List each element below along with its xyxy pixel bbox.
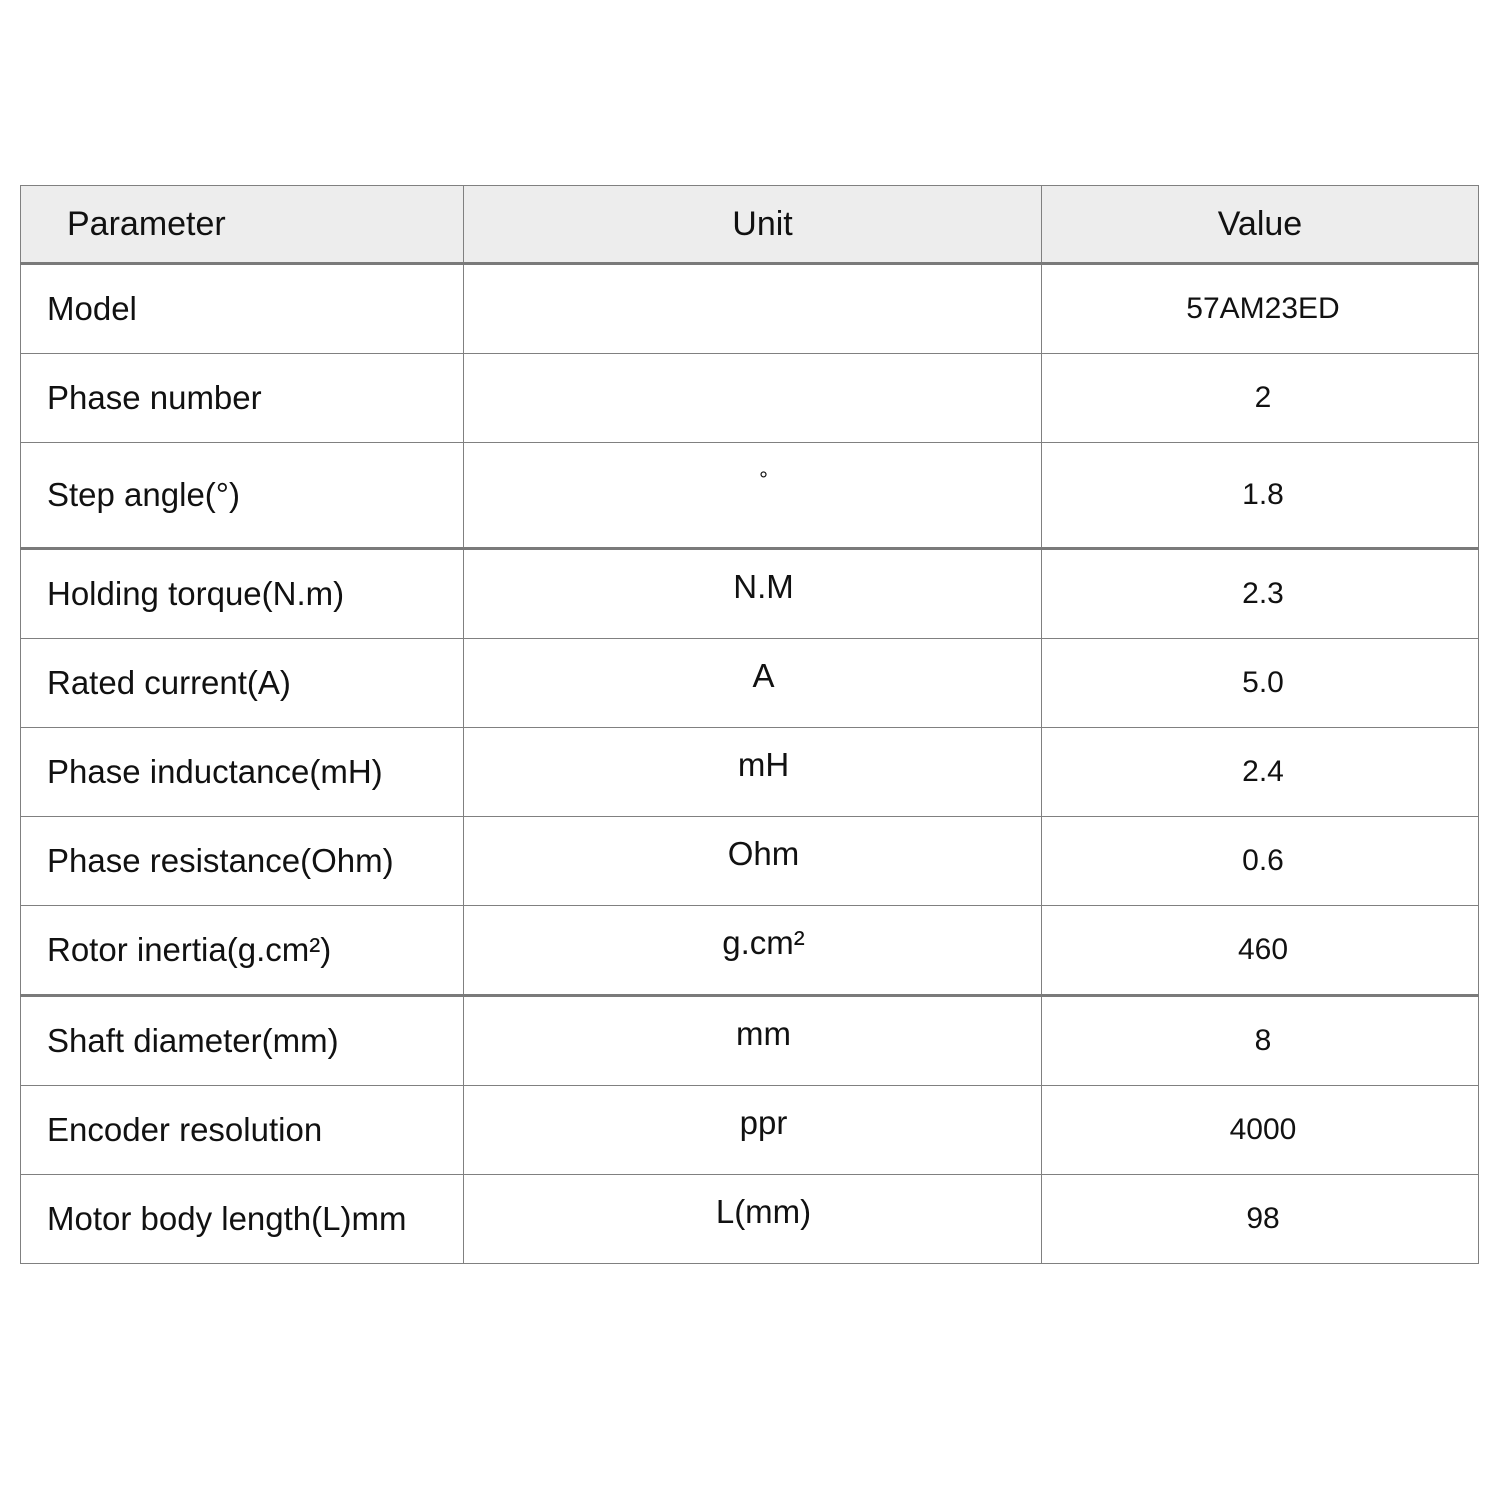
table-row-phase-resistance bbox=[21, 817, 1479, 906]
param-cell: Rated current(A) bbox=[21, 639, 464, 728]
param-cell: Encoder resolution bbox=[21, 1086, 464, 1175]
table-row-step-angle bbox=[21, 443, 1479, 549]
value-cell: 2.4 bbox=[1042, 728, 1479, 817]
param-cell: Shaft diameter(mm) bbox=[21, 996, 464, 1086]
table-row-rotor-inertia bbox=[21, 906, 1479, 996]
header-row bbox=[21, 186, 1479, 264]
value-cell: 57AM23ED bbox=[1042, 264, 1479, 354]
table-row-rated-current bbox=[21, 639, 1479, 728]
table-row-holding-torque bbox=[21, 549, 1479, 639]
param-cell: Rotor inertia(g.cm²) bbox=[21, 906, 464, 996]
value-cell: 4000 bbox=[1042, 1086, 1479, 1175]
unit-cell: N.M bbox=[464, 549, 1042, 639]
table-row-motor-body-length bbox=[21, 1175, 1479, 1264]
unit-cell: ppr bbox=[464, 1086, 1042, 1175]
value-cell: 5.0 bbox=[1042, 639, 1479, 728]
table-row-phase-inductance bbox=[21, 728, 1479, 817]
table-body bbox=[21, 264, 1479, 1264]
header-parameter: Parameter bbox=[21, 186, 464, 264]
header-value: Value bbox=[1042, 186, 1479, 264]
param-cell: Phase number bbox=[21, 354, 464, 443]
unit-cell: ° bbox=[464, 443, 1042, 549]
header-unit: Unit bbox=[464, 186, 1042, 264]
value-cell: 98 bbox=[1042, 1175, 1479, 1264]
param-cell: Step angle(°) bbox=[21, 443, 464, 549]
table-header bbox=[21, 186, 1479, 264]
unit-cell: mm bbox=[464, 996, 1042, 1086]
table-row-shaft-diameter bbox=[21, 996, 1479, 1086]
param-cell: Model bbox=[21, 264, 464, 354]
unit-cell: L(mm) bbox=[464, 1175, 1042, 1264]
unit-cell: mH bbox=[464, 728, 1042, 817]
param-cell: Phase inductance(mH) bbox=[21, 728, 464, 817]
param-cell: Holding torque(N.m) bbox=[21, 549, 464, 639]
unit-cell: Ohm bbox=[464, 817, 1042, 906]
unit-cell: A bbox=[464, 639, 1042, 728]
table-row-model bbox=[21, 264, 1479, 354]
value-cell: 0.6 bbox=[1042, 817, 1479, 906]
unit-cell bbox=[464, 264, 1042, 354]
table-row-encoder-resolution bbox=[21, 1086, 1479, 1175]
motor-spec-table bbox=[20, 185, 1479, 1264]
param-cell: Phase resistance(Ohm) bbox=[21, 817, 464, 906]
value-cell: 460 bbox=[1042, 906, 1479, 996]
table-row-phase-number bbox=[21, 354, 1479, 443]
value-cell: 2.3 bbox=[1042, 549, 1479, 639]
value-cell: 2 bbox=[1042, 354, 1479, 443]
param-cell: Motor body length(L)mm bbox=[21, 1175, 464, 1264]
value-cell: 1.8 bbox=[1042, 443, 1479, 549]
unit-cell bbox=[464, 354, 1042, 443]
value-cell: 8 bbox=[1042, 996, 1479, 1086]
unit-cell: g.cm² bbox=[464, 906, 1042, 996]
